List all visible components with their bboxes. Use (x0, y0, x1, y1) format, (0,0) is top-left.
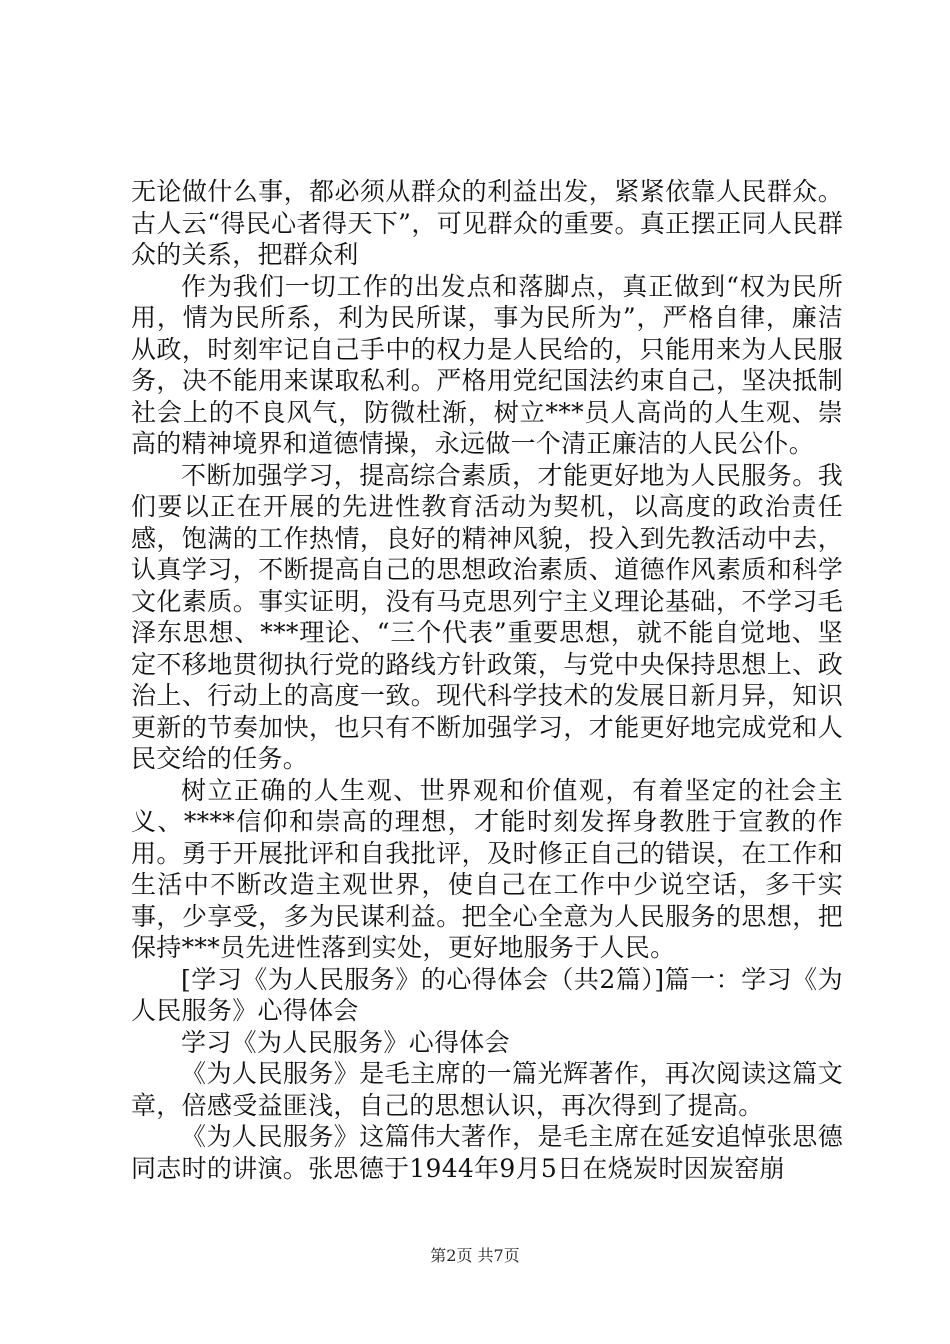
paragraph-7: 《为人民服务》是毛主席的一篇光辉著作，再次阅读这篇文章，倍感受益匪浅，自己的思想认识，再次得到了提高。 (131, 1059, 843, 1120)
paragraph-5: [学习《为人民服务》的心得体会（共2篇）]篇一：学习《为人民服务》心得体会 (131, 964, 843, 1025)
paragraph-3: 不断加强学习，提高综合素质，才能更好地为人民服务。我们要以正在开展的先进性教育活动为契机，以高度的政治责任感，饱满的工作热情，良好的精神风貌，投入到先教活动中去，认真学习，不断提高自己的思想政治素质、道德作风素质和科学文化素质。事实证明，没有马克思列宁主义理论基础，不学习毛泽东思想、***理论、“三个代表”重要思想，就不能自觉地、坚定不移地贯彻执行党的路线方针政策，与党中央保持思想上、政治上、行动上的高度一致。现代科学技术的发展日新月异，知识更新的节奏加快，也只有不断加强学习，才能更好地完成党和人民交给的任务。 (131, 460, 843, 773)
paragraph-8: 《为人民服务》这篇伟大著作，是毛主席在延安追悼张思德同志时的讲演。张思德于1944年9月5日在烧炭时因炭窑崩 (131, 1122, 843, 1183)
document-body (131, 176, 843, 1184)
paragraph-2: 作为我们一切工作的出发点和落脚点，真正做到“权为民所用，情为民所系，利为民所谋，事为民所为”，严格自律，廉洁从政，时刻牢记自己手中的权力是人民给的，只能用来为人民服务，决不能用来谋取私利。严格用党纪国法约束自己，坚决抵制社会上的不良风气，防微杜渐，树立***员人高尚的人生观、崇高的精神境界和道德情操，永远做一个清正廉洁的人民公仆。 (131, 271, 843, 458)
page-footer: 第2页 共7页 (430, 1246, 520, 1265)
paragraph-6: 学习《为人民服务》心得体会 (181, 1027, 510, 1057)
paragraph-1: 无论做什么事，都必须从群众的利益出发，紧紧依靠人民群众。古人云“得民心者得天下”，可见群众的重要。真正摆正同人民群众的关系，把群众利 (131, 177, 843, 269)
paragraph-4: 树立正确的人生观、世界观和价值观，有着坚定的社会主义、****信仰和崇高的理想，才能时刻发挥身教胜于宣教的作用。勇于开展批评和自我批评，及时修正自己的错误，在工作和生活中不断改造主观世界，使自己在工作中少说空话，多干实事，少享受，多为民谋利益。把全心全意为人民服务的思想，把保持***员先进性落到实处，更好地服务于人民。 (131, 775, 843, 962)
